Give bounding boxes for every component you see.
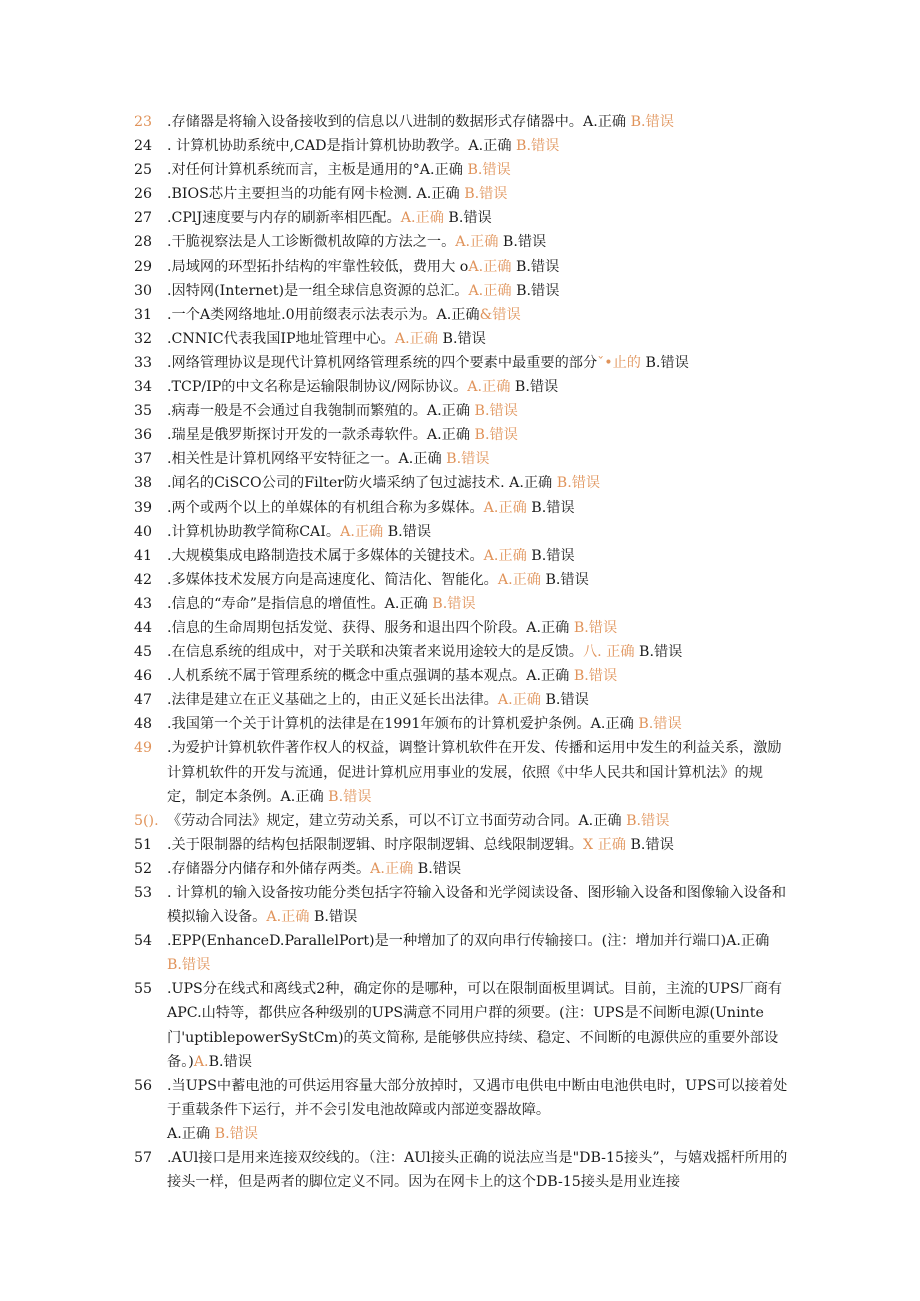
question-number: 36 <box>134 427 153 444</box>
question-item <box>134 399 788 423</box>
question-item <box>134 640 788 664</box>
question-number: 46 <box>134 668 153 685</box>
question-number: 33 <box>134 354 153 371</box>
question-segment: .干脆视察法是人工诊断微机故障的方法之一。 <box>167 234 456 251</box>
question-text <box>167 809 788 833</box>
highlighted-answer: B.错误 <box>474 427 518 444</box>
question-text <box>167 423 788 447</box>
question-item <box>134 471 788 495</box>
question-segment: .UPS分在线式和离线式2种，确定你的是哪种，可以在限制面板里调试。目前，主流的UPS厂商有APC.山特等，都供应各种级别的UPS满意不同用户群的须要。(注：UPS是不间断电源(Uninte门'uptiblepowerSyStCm)的英文简称, 是能够供应持续、稳定、不间断的电源供应的重要外部设备。) <box>167 981 783 1070</box>
question-item <box>134 929 788 977</box>
question-item <box>134 134 788 158</box>
highlighted-answer: B.错误 <box>516 138 560 155</box>
highlighted-answer: A.正确 <box>483 547 532 564</box>
question-item <box>134 206 788 230</box>
question-number: 28 <box>134 234 153 251</box>
question-item <box>134 375 788 399</box>
question-segment: .病毒一般是不会通过自我匏制而繁殖的。A.正确 <box>167 403 475 420</box>
question-segment: B.错误 <box>208 1053 252 1070</box>
question-text <box>167 736 788 808</box>
question-text <box>167 327 788 351</box>
question-number: 27 <box>134 210 153 227</box>
question-text <box>167 110 788 134</box>
question-number: 54 <box>134 933 153 950</box>
highlighted-answer: A.正确 <box>468 282 517 299</box>
question-number: 39 <box>134 499 153 516</box>
question-text <box>167 977 788 1073</box>
question-segment: B.错误 <box>313 909 358 926</box>
question-text <box>167 1074 788 1146</box>
question-item <box>134 833 788 857</box>
question-number: 24 <box>134 138 153 155</box>
question-segment: .多媒体技术发展方向是高速度化、简洁化、智能化。 <box>167 571 498 588</box>
question-segment: .AUl接口是用来连接双绞线的。（注：AUl接头正确的说法应当是"DB-15接头”，与嬉戏摇杆所用的接头一样，但是两者的脚位定义不同。因为在网卡上的这个DB-15接头是用业连接 <box>167 1150 788 1191</box>
question-text <box>167 1146 788 1194</box>
question-number: 37 <box>134 451 153 468</box>
question-segment: B.错误 <box>448 210 492 227</box>
question-text <box>167 447 788 471</box>
question-segment: .在信息系统的组成中，对于关联和决策者来说用途较大的是反馈。 <box>167 644 583 661</box>
question-segment: .关于限制器的结构包括限制逻辑、时序限制逻辑、总线限制逻辑。 <box>167 836 583 853</box>
highlighted-answer: A.正确 <box>340 523 388 540</box>
question-text <box>167 616 788 640</box>
question-segment: .闻名的CiSCO公司的Filter防火墙采纳了包过滤技术. A.正确 <box>167 475 557 492</box>
question-segment: .CPlJ速度要与内存的刷新率相匹配。 <box>167 210 401 227</box>
question-segment: B.错误 <box>417 860 462 877</box>
question-text <box>167 857 788 881</box>
question-list <box>134 110 788 1194</box>
question-segment: .瑞星是俄罗斯探讨开发的一款杀毒软件。A.正确 <box>167 427 475 444</box>
question-item <box>134 592 788 616</box>
highlighted-answer: A.正确 <box>483 499 532 516</box>
question-item <box>134 1074 788 1146</box>
question-segment: .计算机协助教学简称CAI。 <box>167 523 341 540</box>
question-text <box>167 712 788 736</box>
highlighted-answer: B.错误 <box>446 451 490 468</box>
question-item <box>134 857 788 881</box>
highlighted-answer: A.正确 <box>497 692 546 709</box>
highlighted-answer: A.正确 <box>394 330 443 347</box>
question-item <box>134 977 788 1073</box>
question-text <box>167 688 788 712</box>
question-segment: . 计算机的输入设备按功能分类包括字符输入设备和光学阅读设备、图形输入设备和图像输入设备和模拟输入设备。 <box>167 885 787 926</box>
question-item <box>134 230 788 254</box>
question-number: 44 <box>134 619 153 636</box>
highlighted-answer: B.错误 <box>573 668 618 685</box>
question-segment: B.错误 <box>531 547 575 564</box>
highlighted-answer: 八. 正确 <box>582 644 640 661</box>
question-segment: .法律是建立在正义基础之上的，由正义延长出法律。 <box>167 692 498 709</box>
question-item <box>134 447 788 471</box>
question-number: 52 <box>134 860 153 877</box>
question-segment: .相关性是计算机网络平安特征之一。A.正确 <box>167 451 447 468</box>
highlighted-answer: X 正确 <box>582 836 631 853</box>
question-segment: B.错误 <box>630 836 674 853</box>
question-segment: .CNNIC代表我国IP地址管理中心。 <box>167 330 395 347</box>
question-number: 34 <box>134 379 153 396</box>
question-segment: 《劳动合同法》规定，建立劳动关系，可以不订立书面劳动合同。A.正确 <box>167 812 627 829</box>
question-item <box>134 664 788 688</box>
question-segment: B.错误 <box>545 571 589 588</box>
highlighted-answer: B.错误 <box>626 812 670 829</box>
question-segment: .大规模集成电路制造技术属于多媒体的关键技术。 <box>167 547 484 564</box>
highlighted-answer: B.错误 <box>556 475 601 492</box>
question-number: 29 <box>134 258 153 275</box>
highlighted-answer: B.错误 <box>474 403 518 420</box>
highlighted-answer: B.错误 <box>467 162 511 179</box>
highlighted-answer: B.错误 <box>167 957 211 974</box>
question-item <box>134 809 788 833</box>
question-segment: B.错误 <box>545 692 589 709</box>
question-number: 30 <box>134 282 153 299</box>
question-number: 48 <box>134 716 153 733</box>
question-item <box>134 423 788 447</box>
highlighted-answer: B.错误 <box>214 1125 258 1142</box>
question-segment: B.错误 <box>515 258 560 275</box>
question-number: 40 <box>134 523 153 540</box>
question-text <box>167 881 788 929</box>
question-segment: .网络管理协议是现代计算机网络管理系统的四个要素中最重要的部分 <box>167 354 598 371</box>
question-segment: .我国第一个关于计算机的法律是在1991年颁布的计算机爱护条例。A.正确 <box>167 716 639 733</box>
question-text <box>167 929 788 977</box>
question-text <box>167 206 788 230</box>
question-text <box>167 496 788 520</box>
question-segment: B.错误 <box>387 523 432 540</box>
highlighted-answer: A.正确 <box>370 860 418 877</box>
highlighted-answer: B.错误 <box>464 186 508 203</box>
highlighted-answer: A.正确 <box>455 234 503 251</box>
question-text <box>167 182 788 206</box>
question-text <box>167 303 788 327</box>
question-number: 43 <box>134 595 153 612</box>
question-segment: .对任何计算机系统而言，主板是通用的°A.正确 <box>167 162 468 179</box>
question-segment: B.错误 <box>514 379 559 396</box>
question-number: 45 <box>134 644 153 661</box>
question-segment: .存储器是将输入设备接收到的信息以八进制的数据形式存储器中。A.正确 <box>167 114 631 130</box>
question-number: 35 <box>134 403 153 420</box>
question-segment: .信息的“寿命”是指信息的增值性。A.正确 <box>167 595 433 612</box>
question-item <box>134 158 788 182</box>
question-text <box>167 230 788 254</box>
question-item <box>134 182 788 206</box>
highlighted-answer: B.错误 <box>328 788 372 805</box>
question-segment: .两个或两个以上的单媒体的有机组合称为多媒体。 <box>167 499 484 516</box>
question-item <box>134 544 788 568</box>
highlighted-answer: A.正确 <box>497 571 546 588</box>
question-text <box>167 664 788 688</box>
question-number: 53 <box>134 885 153 901</box>
question-segment: B.错误 <box>516 282 560 299</box>
highlighted-answer: ˇ•止的 <box>597 354 646 371</box>
highlighted-answer: B.错误 <box>432 595 476 612</box>
question-segment: B.错误 <box>639 644 683 661</box>
question-segment: . 计算机协助系统中,CAD是指计算机协助教学。A.正确 <box>167 138 517 155</box>
question-text <box>167 520 788 544</box>
highlighted-answer: A.正确 <box>266 909 314 926</box>
question-text <box>167 592 788 616</box>
question-number: 32 <box>134 330 153 347</box>
question-text <box>167 399 788 423</box>
question-text <box>167 544 788 568</box>
question-segment: B.错误 <box>531 499 575 516</box>
question-number: 5(). <box>134 812 159 829</box>
question-number: 55 <box>134 981 153 998</box>
question-number: 25 <box>134 162 153 179</box>
question-segment: .当UPS中蓄电池的可供运用容量大部分放掉时，又遇市电供电中断由电池供电时，UPS可以接着处于重载条件下运行，并不会引发电池故障或内部逆变器故障。 <box>167 1077 788 1118</box>
question-number: 57 <box>134 1150 153 1167</box>
question-item <box>134 279 788 303</box>
question-text <box>167 158 788 182</box>
question-item <box>134 255 788 279</box>
question-text <box>167 134 788 158</box>
question-text <box>167 568 788 592</box>
question-segment: B.错误 <box>502 234 547 251</box>
question-text <box>167 279 788 303</box>
question-text <box>167 351 788 375</box>
question-number: 51 <box>134 836 153 853</box>
question-item <box>134 351 788 375</box>
question-segment: B.错误 <box>645 354 689 371</box>
highlighted-answer: A.正确 <box>468 258 516 275</box>
question-text <box>167 640 788 664</box>
question-number: 23 <box>134 114 153 130</box>
question-item <box>134 520 788 544</box>
question-number: 38 <box>134 475 153 492</box>
question-segment: A.正确 <box>167 1125 215 1142</box>
highlighted-answer: &错误 <box>479 306 521 323</box>
question-text <box>167 255 788 279</box>
question-segment: .EPP(EnhanceD.ParallelPort)是一种增加了的双向串行传输接口。(注：增加并行端口)A.正确 <box>167 933 770 950</box>
highlighted-answer: B.错误 <box>630 114 674 130</box>
question-number: 56 <box>134 1077 153 1094</box>
question-item <box>134 736 788 808</box>
question-segment: .因特网(Internet)是一组全球信息资源的总汇。 <box>167 282 469 299</box>
highlighted-answer: A.正确 <box>467 379 515 396</box>
question-number: 41 <box>134 547 153 564</box>
question-number: 47 <box>134 692 153 709</box>
question-text <box>167 375 788 399</box>
question-text <box>167 833 788 857</box>
question-number: 49 <box>134 740 153 757</box>
question-segment: .人机系统不属于管理系统的概念中重点强调的基本观点。A.正确 <box>167 668 574 685</box>
highlighted-answer: B.错误 <box>573 619 618 636</box>
question-segment: .存储器分内储存和外储存两类。 <box>167 860 371 877</box>
question-item <box>134 881 788 929</box>
question-segment: .为爱护计算机软件著作权人的权益，调整计算机软件在开发、传播和运用中发生的利益关系，激励计算机软件的开发与流通，促进计算机应用事业的发展，依照《中华人民共和国计算机法》的规定，制定本条例。A.正确 <box>167 740 782 805</box>
question-item <box>134 616 788 640</box>
question-item <box>134 496 788 520</box>
question-segment: .信息的生命周期包括发觉、获得、服务和退出四个阶段。A.正确 <box>167 619 574 636</box>
question-segment: .TCP/IP的中文名称是运输限制协议/网际协议。 <box>167 379 468 396</box>
question-segment: .BIOS芯片主要担当的功能有网卡检测. A.正确 <box>167 186 465 203</box>
question-number: 26 <box>134 186 153 203</box>
question-item <box>134 327 788 351</box>
question-item <box>134 568 788 592</box>
question-item <box>134 303 788 327</box>
question-text <box>167 471 788 495</box>
question-segment: B.错误 <box>442 330 486 347</box>
question-item <box>134 1146 788 1194</box>
question-segment: .一个A类网络地址.0用前缀表示法表示为。A.正确 <box>167 306 480 323</box>
highlighted-answer: A. <box>193 1053 209 1070</box>
question-item <box>134 688 788 712</box>
highlighted-answer: B.错误 <box>638 716 682 733</box>
highlighted-answer: A.正确 <box>400 210 449 227</box>
question-item <box>134 110 788 134</box>
question-item <box>134 712 788 736</box>
question-number: 42 <box>134 571 153 588</box>
question-number: 31 <box>134 306 153 323</box>
question-segment: .局域网的环型拓扑结构的牢靠性较低，费用大 o <box>167 258 469 275</box>
